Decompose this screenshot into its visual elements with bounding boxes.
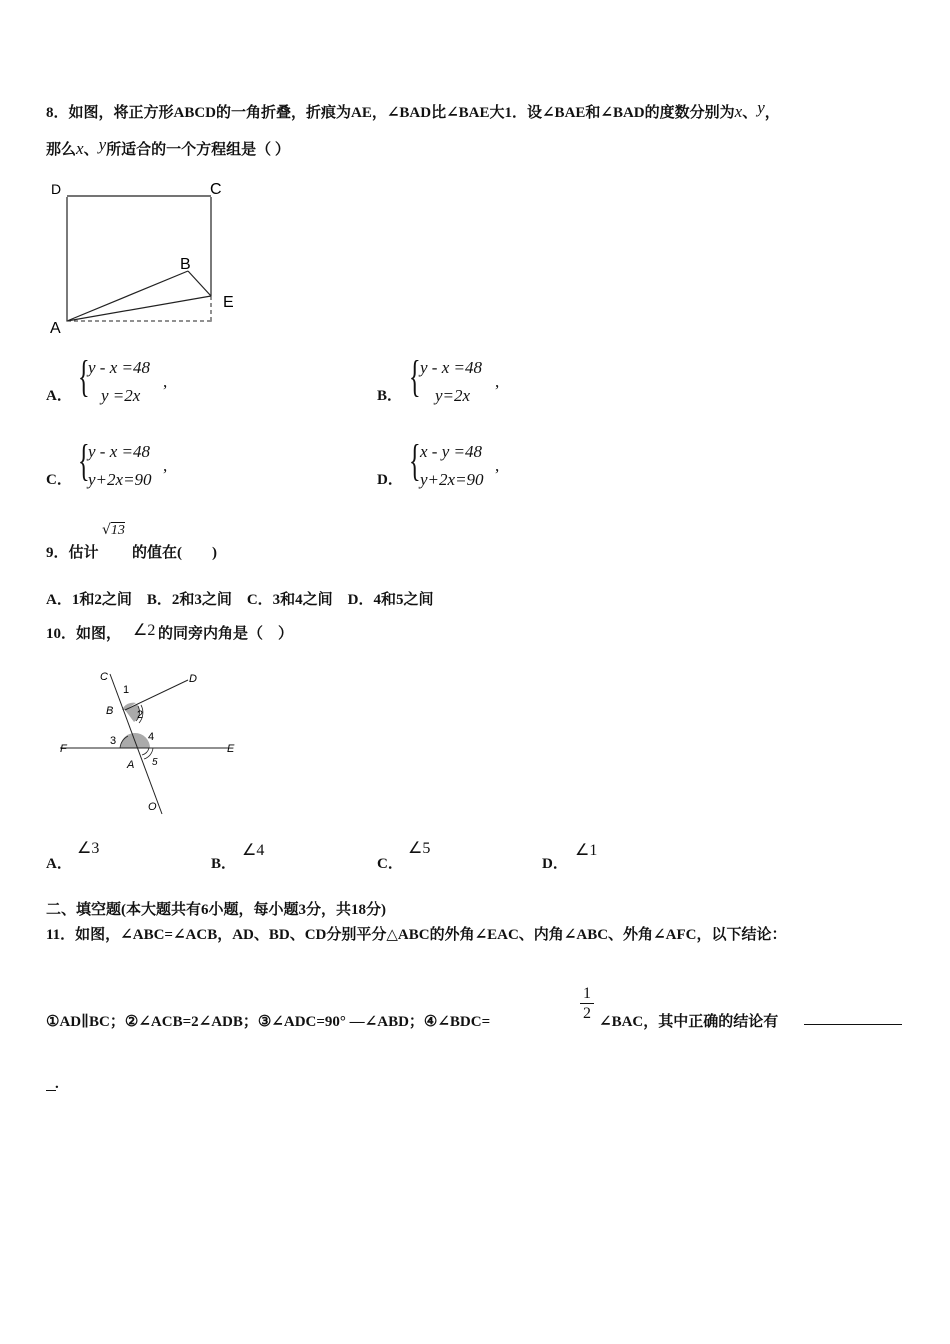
q10-angle: ∠2 bbox=[133, 622, 156, 639]
q8-var-x-2: x bbox=[76, 139, 84, 158]
q8-square-figure bbox=[40, 175, 260, 340]
q8-stem-text: 8．如图，将正方形ABCD的一角折叠，折痕为AE，∠BAD比∠BAE大1．设∠BAE和∠BAD的度数分别为 bbox=[46, 105, 735, 121]
q8-option-a-eq2: y =2x bbox=[101, 386, 141, 405]
fig-label-e: E bbox=[227, 743, 235, 755]
q8-stem-line2-b: 所适合的一个方程组是（ ） bbox=[106, 142, 290, 158]
q8-option-d-eq2: y+2x=90 bbox=[420, 470, 484, 489]
q8-var-y: y bbox=[757, 98, 765, 117]
line-co bbox=[110, 674, 162, 814]
label-c: C bbox=[210, 181, 222, 198]
q8-var-y-2: y bbox=[98, 135, 107, 154]
q8-line1-end: ， bbox=[764, 105, 780, 121]
q8-var-x: x bbox=[734, 102, 743, 121]
q8-stem-line2 bbox=[46, 135, 290, 159]
q8-option-d-eq1: x - y =48 bbox=[420, 442, 482, 461]
angle-5-arc bbox=[142, 748, 149, 755]
q10-option-d-angle: ∠1 bbox=[575, 842, 598, 859]
crease-ae bbox=[67, 296, 211, 321]
q8-option-b-eq1: y - x =48 bbox=[420, 358, 482, 377]
q9-prefix: 9．估计 bbox=[46, 545, 99, 561]
q8-option-c-letter[interactable]: C． bbox=[46, 472, 72, 488]
q8-option-d-letter[interactable]: D． bbox=[377, 472, 403, 488]
fig-label-o: O bbox=[148, 801, 157, 813]
segment-ab bbox=[67, 271, 188, 321]
q8-option-b-letter[interactable]: B． bbox=[377, 388, 403, 404]
label-a: A bbox=[50, 320, 61, 337]
q11-fraction bbox=[580, 985, 594, 1024]
q8-sep-2: 、 bbox=[83, 142, 99, 158]
fig-label-3: 3 bbox=[110, 735, 117, 747]
q8-option-a-eq1: y - x =48 bbox=[88, 358, 150, 377]
label-d: D bbox=[51, 181, 62, 197]
q10-angle-figure bbox=[50, 662, 250, 822]
segment-be bbox=[188, 271, 211, 296]
q8-option-b-eq2: y=2x bbox=[435, 386, 471, 405]
fig-label-f: F bbox=[60, 743, 67, 755]
q8-option-d-tail: , bbox=[495, 456, 500, 475]
q9-radical bbox=[102, 522, 125, 539]
q8-option-c-brace: { bbox=[78, 436, 90, 485]
q11-frac-num: 1 bbox=[580, 985, 594, 1004]
fig-label-b: B bbox=[106, 705, 114, 717]
q11-frac-den: 2 bbox=[583, 1005, 591, 1022]
fig-label-4: 4 bbox=[148, 731, 155, 743]
q8-stem-line2-a: 那么 bbox=[46, 142, 77, 158]
label-e: E bbox=[223, 294, 234, 311]
q10-prefix: 10．如图， bbox=[46, 626, 122, 642]
fig-label-2: 2 bbox=[137, 709, 144, 721]
section-2-title: 二、填空题(本大题共有6小题，每小题3分，共18分) bbox=[46, 902, 386, 918]
q10-option-a-letter[interactable]: A． bbox=[46, 856, 72, 872]
q8-option-b-brace: { bbox=[409, 352, 421, 401]
q10-option-b-letter[interactable]: B． bbox=[211, 856, 237, 872]
q8-option-d-brace: { bbox=[409, 436, 421, 485]
q9-radicand: 13 bbox=[110, 523, 125, 538]
label-b: B bbox=[180, 256, 191, 273]
q8-option-c-eq1: y - x =48 bbox=[88, 442, 150, 461]
q8-option-a-letter[interactable]: A． bbox=[46, 388, 72, 404]
q9-suffix: 的值在( ) bbox=[132, 545, 217, 561]
line-bd bbox=[125, 680, 188, 710]
q10-option-c-letter[interactable]: C． bbox=[377, 856, 403, 872]
q8-option-c-tail: , bbox=[163, 456, 168, 475]
q10-option-d-letter[interactable]: D． bbox=[542, 856, 568, 872]
q8-option-b-tail: , bbox=[495, 372, 500, 391]
q8-option-a-brace: { bbox=[78, 352, 90, 401]
q11-line2-b: ∠BAC，其中正确的结论有 bbox=[599, 1014, 779, 1030]
q8-sep: 、 bbox=[742, 105, 758, 121]
q11-line2-a: ①AD∥BC；②∠ACB=2∠ADB；③∠ADC=90° —∠ABD；④∠BDC= bbox=[46, 1014, 491, 1030]
q11-answer-blank[interactable] bbox=[804, 1024, 902, 1025]
q11-line1: 11．如图，∠ABC=∠ACB，AD、BD、CD分别平分△ABC的外角∠EAC、内角∠ABC、外角∠AFC，以下结论： bbox=[46, 927, 787, 943]
radical-sign-icon: √ bbox=[102, 522, 111, 538]
q10-option-a-angle: ∠3 bbox=[77, 840, 100, 857]
fig-label-a: A bbox=[127, 759, 135, 771]
q8-stem-line1 bbox=[46, 98, 780, 122]
q10-option-b-angle: ∠4 bbox=[242, 842, 265, 859]
fig-label-5: 5 bbox=[152, 757, 158, 768]
q8-option-c-eq2: y+2x=90 bbox=[88, 470, 152, 489]
fig-label-d: D bbox=[189, 673, 197, 685]
q10-option-c-angle: ∠5 bbox=[408, 840, 431, 857]
q10-suffix: 的同旁内角是（ ） bbox=[158, 626, 294, 642]
fig-label-c: C bbox=[100, 671, 108, 683]
q11-line3: . bbox=[55, 1076, 59, 1092]
q8-option-a-tail: , bbox=[163, 372, 168, 391]
q9-options[interactable]: A．1和2之间 B．2和3之间 C．3和4之间 D．4和5之间 bbox=[46, 592, 434, 608]
fig-label-1: 1 bbox=[123, 684, 130, 696]
